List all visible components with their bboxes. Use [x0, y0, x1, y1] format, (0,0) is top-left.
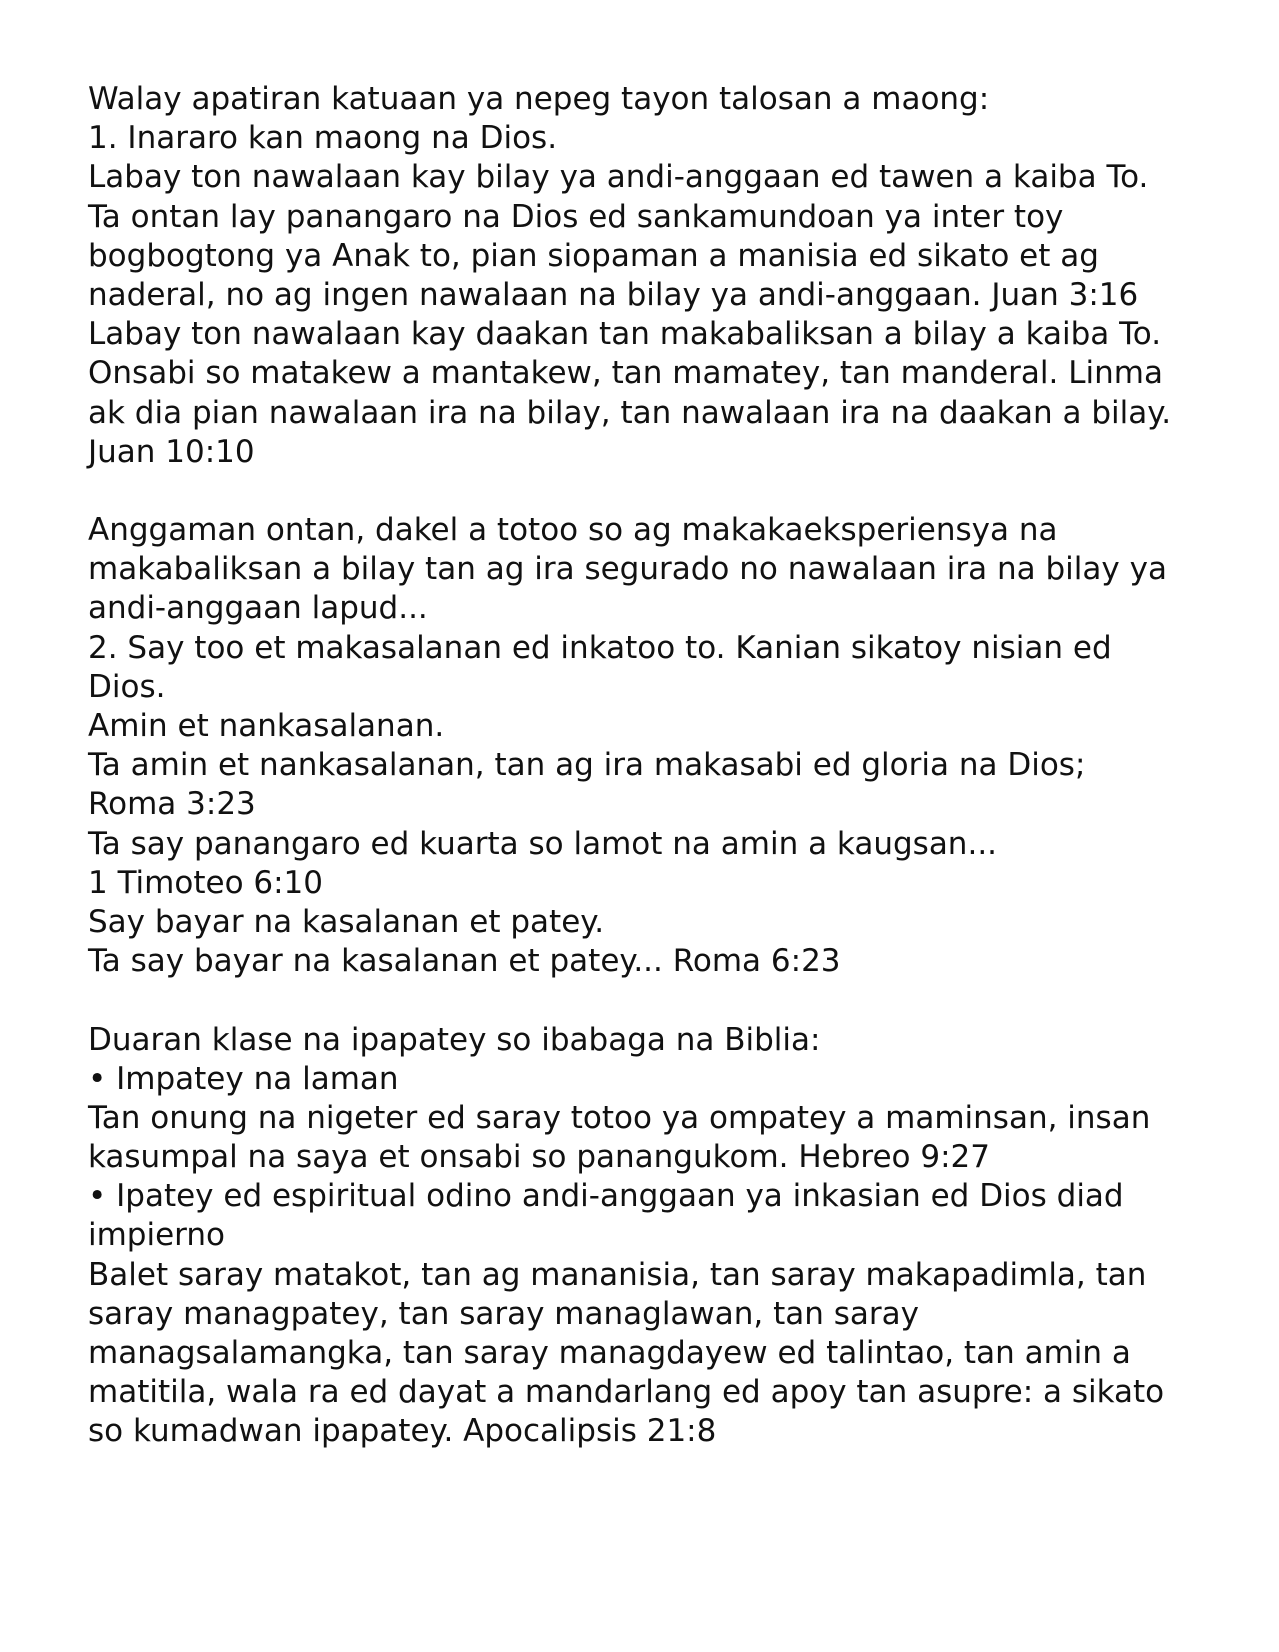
text-line: Tan onung na nigeter ed saray totoo ya ompatey a maminsan, insan — [88, 1099, 1151, 1136]
text-line: Onsabi so matakew a mantakew, tan mamatey, tan manderal. Linma — [88, 355, 1163, 392]
text-line: Labay ton nawalaan kay bilay ya andi-anggaan ed tawen a kaiba To. — [88, 159, 1149, 196]
text-line: saray managpatey, tan saray managlawan, tan saray — [88, 1295, 920, 1332]
text-line: kasumpal na saya et onsabi so panangukom. Hebreo 9:27 — [88, 1139, 990, 1176]
text-line: 1 Timoteo 6:10 — [88, 864, 323, 901]
text-line: matitila, wala ra ed dayat a mandarlang ed apoy tan asupre: a sikato — [88, 1374, 1165, 1411]
paragraph-spacer — [88, 981, 1208, 1020]
text-line: Ta amin et nankasalanan, tan ag ira makasabi ed gloria na Dios; — [88, 747, 1086, 784]
paragraph-section-1 — [88, 80, 1208, 472]
text-line: makabaliksan a bilay tan ag ira segurado no nawalaan ira na bilay ya — [88, 551, 1167, 588]
text-line: ak dia pian nawalaan ira na bilay, tan nawalaan ira na daakan a bilay. — [88, 394, 1172, 431]
text-line: Say bayar na kasalanan et patey. — [88, 903, 605, 940]
text-line: managsalamangka, tan saray managdayew ed talintao, tan amin a — [88, 1335, 1131, 1371]
text-line: Duaran klase na ipapatey so ibabaga na Biblia: — [88, 1021, 821, 1058]
text-line: Dios. — [88, 668, 166, 705]
text-line: andi-anggaan lapud... — [88, 590, 428, 627]
text-line: impierno — [88, 1217, 225, 1254]
text-line: Anggaman ontan, dakel a totoo so ag makakaeksperiensya na — [88, 512, 1058, 549]
text-line: naderal, no ag ingen nawalaan na bilay ya andi-anggaan. Juan 3:16 — [88, 276, 1139, 313]
text-line: Juan 10:10 — [88, 433, 255, 470]
text-line: Roma 3:23 — [88, 786, 256, 823]
text-line: 1. Inararo kan maong na Dios. — [88, 120, 558, 157]
paragraph-spacer — [88, 472, 1208, 511]
text-line: Amin et nankasalanan. — [88, 708, 445, 744]
paragraph-section-2 — [88, 511, 1208, 981]
text-line: 2. Say too et makasalanan ed inkatoo to. Kanian sikatoy nisian ed — [88, 629, 1112, 666]
text-line: so kumadwan ipapatey. Apocalipsis 21:8 — [88, 1413, 717, 1450]
text-line: Labay ton nawalaan kay daakan tan makabaliksan a bilay a kaiba To. — [88, 316, 1162, 353]
document-page — [88, 80, 1208, 1452]
paragraph-section-3 — [88, 1021, 1208, 1452]
text-line: Balet saray matakot, tan ag mananisia, tan saray makapadimla, tan — [88, 1256, 1147, 1293]
text-line: Ta ontan lay panangaro na Dios ed sankamundoan ya inter toy — [88, 198, 1064, 235]
text-line: bogbogtong ya Anak to, pian siopaman a manisia ed sikato et ag — [88, 237, 1099, 274]
text-line: • Impatey na laman — [88, 1060, 399, 1097]
text-line: • Ipatey ed espiritual odino andi-anggaan ya inkasian ed Dios diad — [88, 1178, 1124, 1215]
text-line: Ta say bayar na kasalanan et patey... Roma 6:23 — [88, 943, 841, 980]
text-line: Walay apatiran katuaan ya nepeg tayon talosan a maong: — [88, 81, 990, 117]
text-line: Ta say panangaro ed kuarta so lamot na amin a kaugsan... — [88, 825, 998, 862]
